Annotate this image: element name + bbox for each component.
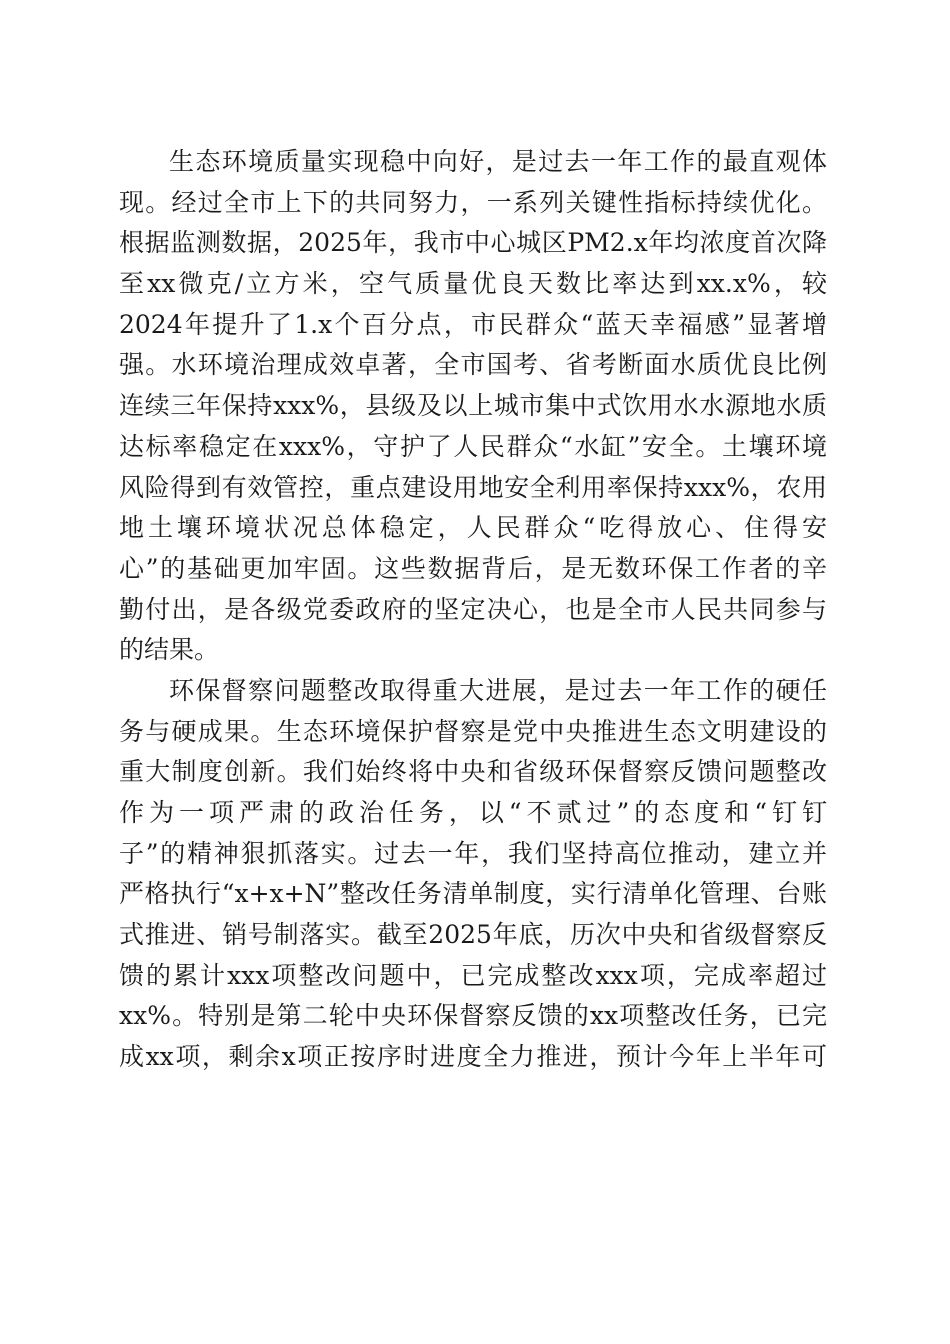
paragraph-inspection-rectification xyxy=(119,671,827,1078)
paragraph-line: 子”的精神狠抓落实。过去一年，我们坚持高位推动，建立并 xyxy=(119,838,827,868)
paragraph-line: 2024年提升了1.x个百分点，市民群众“蓝天幸福感”显著增 xyxy=(119,309,827,339)
paragraph-line: xx%。特别是第二轮中央环保督察反馈的xx项整改任务，已完 xyxy=(119,1001,827,1031)
paragraph-line: 务与硬成果。生态环境保护督察是党中央推进生态文明建设的 xyxy=(119,716,827,746)
paragraph-line: 重大制度创新。我们始终将中央和省级环保督察反馈问题整改 xyxy=(119,757,827,787)
document-body xyxy=(119,142,827,1078)
paragraph-line: 至xx微克/立方米，空气质量优良天数比率达到xx.x%，较 xyxy=(119,269,827,299)
paragraph-line: 成xx项，剩余x项正按序时进度全力推进，预计今年上半年可 xyxy=(119,1042,827,1072)
paragraph-line: 勤付出，是各级党委政府的坚定决心，也是全市人民共同参与 xyxy=(119,594,827,624)
paragraph-line: 作为一项严肃的政治任务，以“不贰过”的态度和“钉钉 xyxy=(119,798,827,827)
paragraph-line: 强。水环境治理成效卓著，全市国考、省考断面水质优良比例 xyxy=(119,350,827,380)
paragraph-line: 地土壤环境状况总体稳定，人民群众“吃得放心、住得安 xyxy=(119,513,827,543)
paragraph-line: 生态环境质量实现稳中向好，是过去一年工作的最直观体 xyxy=(169,147,827,176)
paragraph-line: 连续三年保持xxx%，县级及以上城市集中式饮用水水源地水质 xyxy=(119,391,827,421)
paragraph-line: 风险得到有效管控，重点建设用地安全利用率保持xxx%，农用 xyxy=(119,472,827,502)
paragraph-line: 心”的基础更加牢固。这些数据背后，是无数环保工作者的辛 xyxy=(119,553,827,583)
paragraph-line: 严格执行“x+x+N”整改任务清单制度，实行清单化管理、台账 xyxy=(119,879,827,909)
paragraph-line: 馈的累计xxx项整改问题中，已完成整改xxx项，完成率超过 xyxy=(119,960,827,990)
paragraph-line: 达标率稳定在xxx%，守护了人民群众“水缸”安全。土壤环境 xyxy=(119,431,827,461)
paragraph-line: 根据监测数据，2025年，我市中心城区PM2.x年均浓度首次降 xyxy=(119,228,827,258)
paragraph-line: 的结果。 xyxy=(119,635,220,665)
paragraph-line: 环保督察问题整改取得重大进展，是过去一年工作的硬任 xyxy=(169,675,827,705)
paragraph-line: 现。经过全市上下的共同努力，一系列关键性指标持续优化。 xyxy=(119,187,827,217)
paragraph-line: 式推进、销号制落实。截至2025年底，历次中央和省级督察反 xyxy=(119,920,827,950)
paragraph-air-water-soil xyxy=(119,142,827,671)
